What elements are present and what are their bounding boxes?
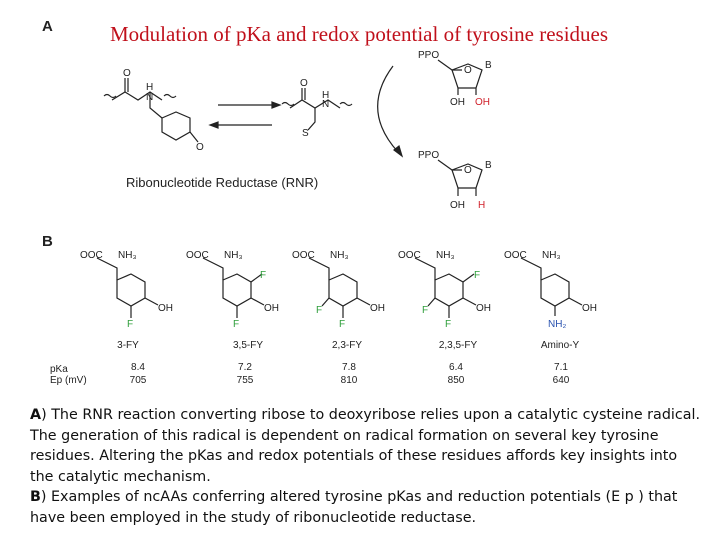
compound-pka: 6.4: [449, 362, 463, 373]
svg-text:N: N: [322, 99, 330, 110]
compound-pka: 7.8: [342, 362, 356, 373]
compound-ep: 755: [236, 375, 254, 386]
svg-text:F: F: [474, 270, 481, 281]
compound-pka: 7.1: [554, 362, 568, 373]
svg-text:OH: OH: [264, 303, 279, 314]
svg-text:NH₃: NH₃: [224, 250, 243, 261]
ep-row-label: Ep (mV): [50, 375, 87, 386]
svg-text:O: O: [300, 78, 308, 89]
svg-text:OOC: OOC: [398, 250, 421, 261]
compound-name: Amino-Y: [540, 340, 580, 351]
svg-text:OH: OH: [582, 303, 597, 314]
panel-b-letter: B: [42, 233, 53, 250]
compound-name: 3-FY: [117, 340, 139, 351]
compound-pka: 8.4: [131, 362, 145, 373]
slide-title: Modulation of pKa and redox potential of tyrosine residues: [110, 22, 609, 46]
svg-text:OOC: OOC: [504, 250, 527, 261]
svg-text:OOC: OOC: [292, 250, 315, 261]
svg-text:NH₃: NH₃: [330, 250, 349, 261]
svg-text:F: F: [422, 305, 429, 316]
svg-text:O: O: [464, 165, 472, 176]
svg-text:NH₃: NH₃: [436, 250, 455, 261]
svg-text:OOC: OOC: [186, 250, 209, 261]
panel-a-letter: A: [42, 18, 53, 35]
svg-text:NH₂: NH₂: [548, 319, 567, 330]
bottom-oh-label: OH: [450, 200, 465, 211]
enzyme-label: Ribonucleotide Reductase (RNR): [126, 175, 319, 190]
svg-text:OH: OH: [370, 303, 385, 314]
svg-text:F: F: [316, 305, 323, 316]
caption-b: [30, 487, 700, 528]
svg-text:F: F: [445, 319, 452, 330]
caption-a-text: ) The RNR reaction converting ribose to deoxyribose relies upon a catalytic cysteine radical. The generation of this radical is dependent on radical formation on several key tyrosine residues. Altering the pKas and redox potentials of these residues affords key insights into the catalytic mechanism.: [30, 407, 700, 485]
compound-ep: 850: [447, 375, 465, 386]
svg-text:O: O: [196, 142, 204, 153]
svg-text:O: O: [123, 68, 131, 79]
top-ppo-label: PPO: [418, 50, 440, 61]
pka-row-label: pKa: [50, 364, 68, 375]
compound-ep: 640: [552, 375, 570, 386]
svg-text:F: F: [127, 319, 134, 330]
compound-ep: 810: [340, 375, 358, 386]
bottom-h-label: H: [478, 200, 486, 211]
compound-name: 3,5-FY: [232, 340, 264, 351]
compound-ep: 705: [129, 375, 147, 386]
svg-text:H: H: [146, 82, 154, 93]
top-oh1-label: OH: [450, 97, 465, 108]
svg-text:NH₃: NH₃: [542, 250, 561, 261]
compound-name: 2,3,5-FY: [438, 340, 478, 351]
svg-text:O: O: [464, 65, 472, 76]
caption-b-letter: B: [30, 489, 41, 506]
caption-a-letter: A: [30, 407, 42, 423]
svg-text:S: S: [302, 128, 309, 139]
svg-text:OH: OH: [476, 303, 491, 314]
svg-text:F: F: [339, 319, 346, 330]
top-base-label: B: [485, 60, 492, 71]
caption-b-text: ) Examples of ncAAs conferring altered tyrosine pKas and reduction potentials (E p ) that have been employed in the study of ribonucleotide reductase.: [30, 489, 678, 526]
bottom-base-label: B: [485, 160, 492, 171]
svg-text:OH: OH: [158, 303, 173, 314]
svg-text:F: F: [260, 270, 267, 281]
svg-text:F: F: [233, 319, 240, 330]
bottom-ppo-label: PPO: [418, 150, 440, 161]
svg-text:N: N: [146, 92, 154, 103]
top-oh2-label: OH: [475, 97, 490, 108]
svg-text:OOC: OOC: [80, 250, 103, 261]
svg-text:NH₃: NH₃: [118, 250, 137, 261]
caption-a: [30, 405, 700, 487]
svg-text:H: H: [322, 90, 330, 101]
caption: [30, 405, 700, 529]
compound-pka: 7.2: [238, 362, 252, 373]
compound-name: 2,3-FY: [331, 340, 363, 351]
